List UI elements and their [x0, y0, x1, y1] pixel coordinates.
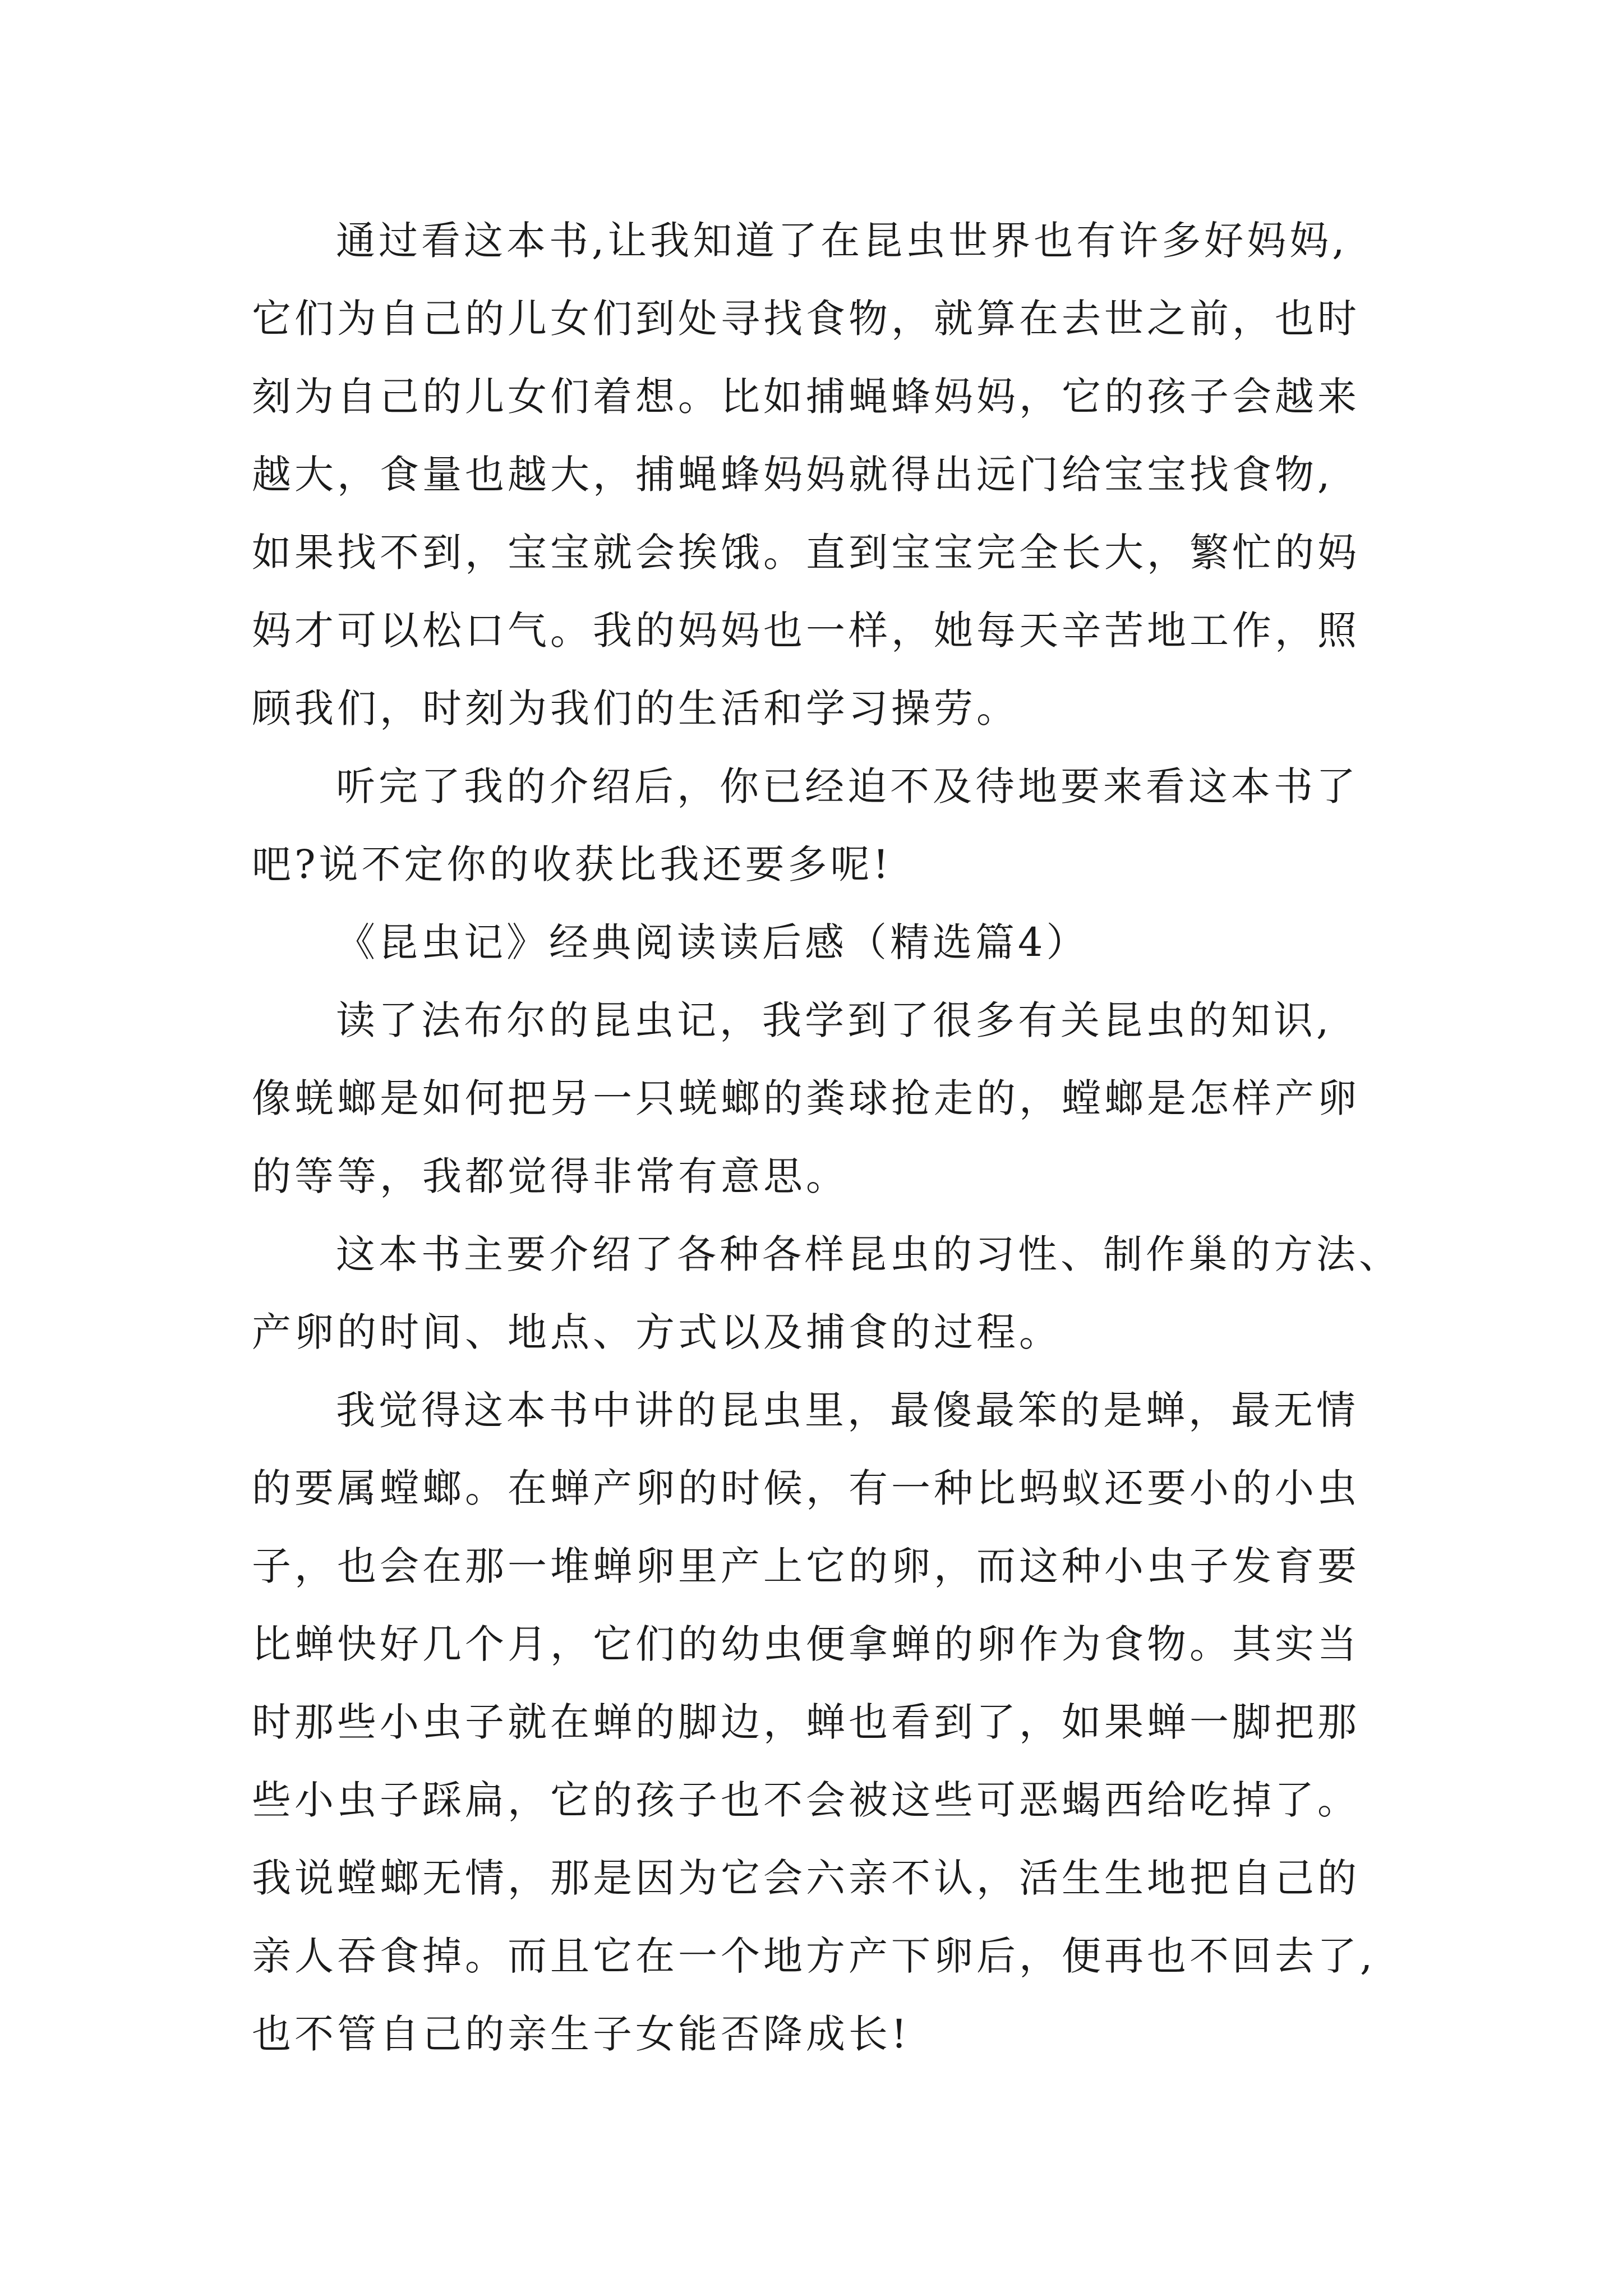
paragraph-line: 像蜣螂是如何把另一只蜣螂的粪球抢走的，螳螂是怎样产卵 — [252, 1075, 1360, 1121]
document-body — [252, 202, 1401, 2073]
paragraph-line: 亲人吞食掉。而且它在一个地方产下卵后，便再也不回去了, — [252, 1933, 1376, 1979]
paragraph-line: 的要属螳螂。在蝉产卵的时候，有一种比蚂蚁还要小的小虫 — [252, 1465, 1360, 1511]
paragraph-line: 吧?说不定你的收获比我还要多呢! — [252, 841, 892, 887]
paragraph-line: 它们为自己的儿女们到处寻找食物，就算在去世之前，也时 — [252, 296, 1360, 342]
paragraph-line: 顾我们，时刻为我们的生活和学习操劳。 — [252, 685, 1019, 731]
paragraph-line: 读了法布尔的昆虫记，我学到了很多有关昆虫的知识, — [336, 997, 1332, 1043]
paragraph-line: 我觉得这本书中讲的昆虫里，最傻最笨的是蝉，最无情 — [336, 1387, 1359, 1433]
paragraph-line: 妈才可以松口气。我的妈妈也一样，她每天辛苦地工作，照 — [252, 608, 1360, 654]
paragraph-line: 时那些小虫子就在蝉的脚边，蝉也看到了，如果蝉一脚把那 — [252, 1699, 1360, 1745]
paragraph-line: 的等等，我都觉得非常有意思。 — [252, 1153, 849, 1199]
paragraph-line: 也不管自己的亲生子女能否降成长! — [252, 2011, 911, 2057]
paragraph-line: 些小虫子踩扁，它的孩子也不会被这些可恶蝎西给吃掉了。 — [252, 1777, 1360, 1823]
paragraph-line: 如果找不到，宝宝就会挨饿。直到宝宝完全长大，繁忙的妈 — [252, 530, 1360, 576]
paragraph-line: 这本书主要介绍了各种各样昆虫的习性、制作巢的方法、 — [336, 1231, 1401, 1277]
paragraph-line: 产卵的时间、地点、方式以及捕食的过程。 — [252, 1309, 1062, 1355]
paragraph-line: 听完了我的介绍后，你已经迫不及待地要来看这本书了 — [336, 763, 1359, 809]
section-heading: 《昆虫记》经典阅读读后感（精选篇4） — [336, 919, 1089, 965]
paragraph-line: 比蝉快好几个月，它们的幼虫便拿蝉的卵作为食物。其实当 — [252, 1621, 1360, 1667]
paragraph-line: 子，也会在那一堆蝉卵里产上它的卵，而这种小虫子发育要 — [252, 1543, 1360, 1589]
paragraph-line: 刻为自己的儿女们着想。比如捕蝇蜂妈妈，它的孩子会越来 — [252, 374, 1360, 420]
paragraph-line: 通过看这本书,让我知道了在昆虫世界也有许多好妈妈, — [336, 218, 1348, 264]
paragraph-line: 越大，食量也越大，捕蝇蜂妈妈就得出远门给宝宝找食物, — [252, 452, 1334, 498]
paragraph-line: 我说螳螂无情，那是因为它会六亲不认，活生生地把自己的 — [252, 1855, 1360, 1901]
